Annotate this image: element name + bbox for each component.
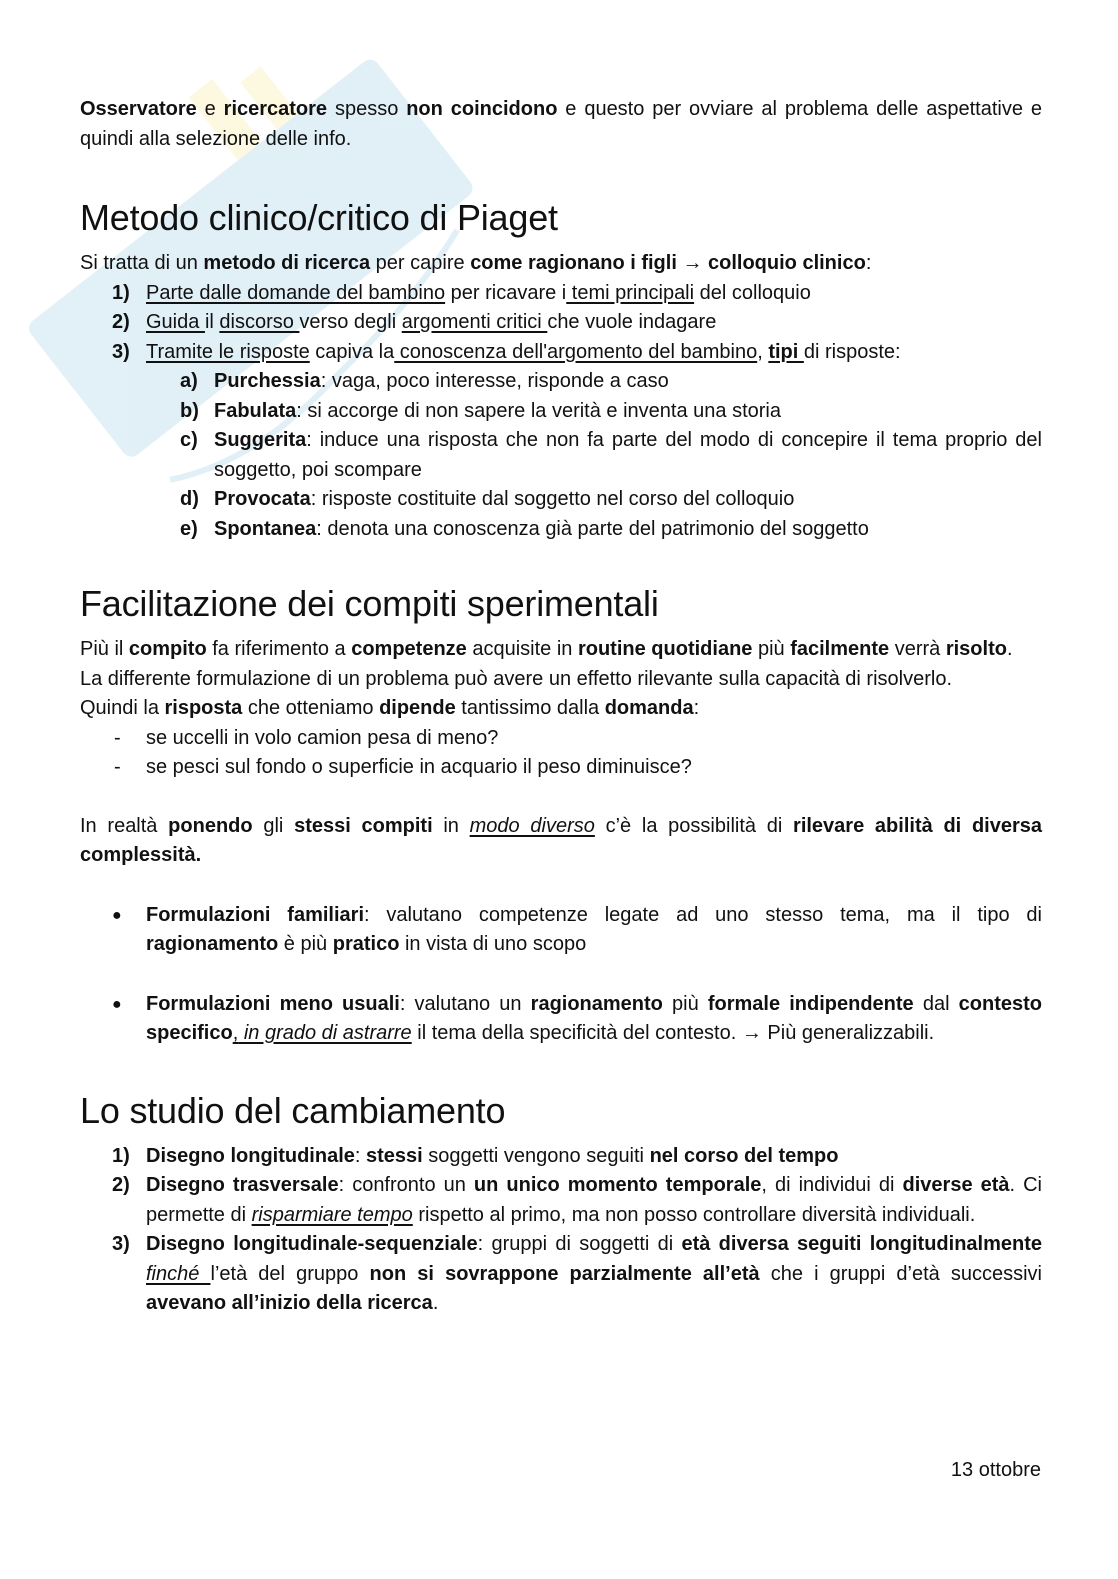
- sec1-sublist: [80, 367, 1042, 544]
- page-content: [80, 95, 1042, 1319]
- heading-facilitazione: Facilitazione dei compiti sperimentali: [80, 583, 659, 624]
- sec2-dash-list: [80, 724, 1042, 783]
- sec2-bullet-list: [80, 901, 1042, 1049]
- list-item: a) Purchessia: vaga, poco interesse, risponde a caso: [180, 370, 669, 392]
- sec2-paragraph-4: In realtà ponendo gli stessi compiti in modo diverso c’è la possibilità di rilevare abilità di diversa complessità.: [80, 814, 1042, 866]
- list-item: d) Provocata: risposte costituite dal soggetto nel corso del colloquio: [180, 488, 795, 510]
- list-item: 3) Tramite le risposte capiva la conoscenza dell'argomento del bambino, tipi di risposte:: [112, 340, 901, 363]
- list-item: ● Formulazioni familiari: valutano competenze legate ad uno stesso tema, ma il tipo di ragionamento è più pratico in vista di uno scopo: [112, 903, 1043, 955]
- heading-studio-cambiamento: Lo studio del cambiamento: [80, 1089, 506, 1131]
- heading-metodo-clinico: Metodo clinico/critico di Piaget: [80, 197, 558, 238]
- page-footer-date: 13 ottobre: [950, 1459, 1041, 1481]
- sec2-paragraph-1: Più il compito fa riferimento a competenze acquisite in routine quotidiane più facilmente verrà risolto.: [80, 638, 1013, 660]
- list-item: c) Suggerita: induce una risposta che non fa parte del modo di concepire il tema proprio del soggetto, poi scompare: [180, 429, 1042, 481]
- list-item: - se pesci sul fondo o superficie in acquario il peso diminuisce?: [114, 756, 692, 778]
- list-item: 1) Disegno longitudinale: stessi soggetti vengono seguiti nel corso del tempo: [112, 1144, 839, 1167]
- sec3-list: [80, 1142, 1042, 1319]
- sec2-paragraph-2: La differente formulazione di un problema può avere un effetto rilevante sulla capacità di risolverlo.: [80, 667, 953, 690]
- sec2-paragraph-3: Quindi la risposta che otteniamo dipende tantissimo dalla domanda:: [80, 697, 700, 719]
- list-item: ● Formulazioni meno usuali: valutano un ragionamento più formale indipendente dal contesto specifico, in grado di astrarre il tema della specificità del contesto. → Più generalizzabili.: [112, 992, 1042, 1044]
- sec1-list: [80, 279, 1042, 368]
- intro-paragraph: Osservatore e ricercatore spesso non coincidono e questo per ovviare al problema delle aspettative e quindi alla selezione delle info.: [80, 98, 1042, 150]
- list-item: b) Fabulata: si accorge di non sapere la verità e inventa una storia: [180, 399, 781, 422]
- list-item: 3) Disegno longitudinale-sequenziale: gruppi di soggetti di età diversa seguiti longitudinalmente finché l’età del gruppo non si sovrappone parzialmente all’età che i gruppi d’età successivi avevano all’inizio della ricerca.: [112, 1233, 1043, 1314]
- list-item: 2) Guida il discorso verso degli argomenti critici che vuole indagare: [112, 311, 717, 333]
- list-item: 2) Disegno trasversale: confronto un un unico momento temporale, di individui di diverse età. Ci permette di risparmiare tempo rispetto al primo, ma non posso controllare diversità individuali.: [112, 1174, 1042, 1226]
- list-item: - se uccelli in volo camion pesa di meno?: [114, 726, 499, 749]
- list-item: 1) Parte dalle domande del bambino per ricavare i temi principali del colloquio: [112, 281, 811, 304]
- list-item: e) Spontanea: denota una conoscenza già parte del patrimonio del soggetto: [180, 517, 869, 540]
- sec1-lead: Si tratta di un metodo di ricerca per capire come ragionano i figli → colloquio clinico:: [80, 252, 872, 274]
